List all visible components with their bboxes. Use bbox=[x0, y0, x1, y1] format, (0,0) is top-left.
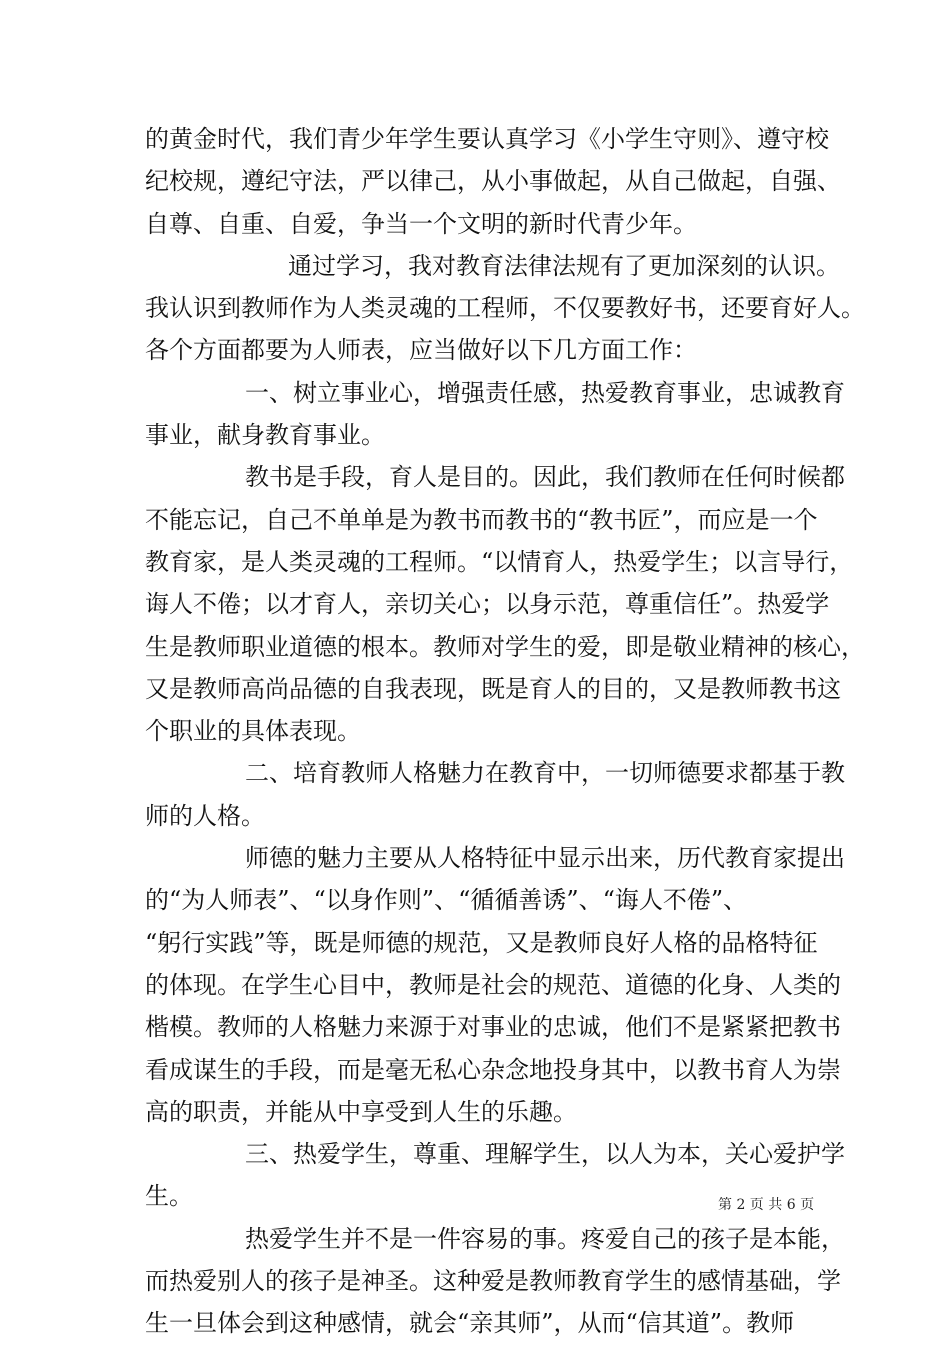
text-line: 看成谋生的手段，而是毫无私心杂念地投身其中，以教书育人为崇 bbox=[145, 1055, 841, 1084]
text-line: 通过学习，我对教育法律法规有了更加深刻的认识。 bbox=[288, 251, 840, 280]
text-line: 楷模。教师的人格魅力来源于对事业的忠诚，他们不是紧紧把教书 bbox=[145, 1013, 841, 1042]
text-line: 而热爱别人的孩子是神圣。这种爱是教师教育学生的感情基础，学 bbox=[145, 1267, 841, 1296]
text-line: 个职业的具体表现。 bbox=[145, 717, 361, 746]
text-line: 不能忘记，自己不单单是为教书而教书的“教书匠”，而应是一个 bbox=[145, 505, 818, 534]
text-line: 生是教师职业道德的根本。教师对学生的爱，即是敬业精神的核心， bbox=[145, 632, 865, 661]
text-line: 各个方面都要为人师表，应当做好以下几方面工作： bbox=[145, 336, 697, 365]
text-line: 一、树立事业心，增强责任感，热爱教育事业，忠诚教育 bbox=[245, 378, 845, 407]
text-line: 教书是手段，育人是目的。因此，我们教师在任何时候都 bbox=[245, 463, 845, 492]
text-line: 二、培育教师人格魅力在教育中，一切师德要求都基于教 bbox=[245, 759, 845, 788]
text-line: 的体现。在学生心目中，教师是社会的规范、道德的化身、人类的 bbox=[145, 970, 841, 999]
text-line: “躬行实践”等，既是师德的规范，又是教师良好人格的品格特征 bbox=[145, 928, 818, 957]
text-line: 纪校规，遵纪守法，严以律己，从小事做起，从自己做起，自强、 bbox=[145, 167, 841, 196]
text-line: 热爱学生并不是一件容易的事。疼爱自己的孩子是本能， bbox=[245, 1224, 845, 1253]
body-text bbox=[145, 118, 865, 1345]
text-line: 三、热爱学生，尊重、理解学生，以人为本，关心爱护学 bbox=[245, 1140, 845, 1169]
text-line: 自尊、自重、自爱，争当一个文明的新时代青少年。 bbox=[145, 209, 697, 238]
text-line: 事业，献身教育事业。 bbox=[145, 421, 385, 450]
page-number: 第 2 页 共 6 页 bbox=[718, 1197, 815, 1213]
text-line: 生一旦体会到这种感情，就会“亲其师”，从而“信其道”。教师 bbox=[145, 1309, 795, 1338]
text-line: 又是教师高尚品德的自我表现，既是育人的目的，又是教师教书这 bbox=[145, 674, 841, 703]
text-line: 的“为人师表”、“以身作则”、“循循善诱”、“诲人不倦”、 bbox=[145, 886, 748, 915]
text-line: 生。 bbox=[145, 1182, 193, 1211]
text-line: 我认识到教师作为人类灵魂的工程师，不仅要教好书，还要育好人。 bbox=[145, 294, 865, 323]
text-line: 师的人格。 bbox=[145, 801, 265, 830]
text-line: 教育家，是人类灵魂的工程师。“以情育人，热爱学生；以言导行， bbox=[145, 547, 854, 576]
text-line: 诲人不倦；以才育人，亲切关心；以身示范，尊重信任”。热爱学 bbox=[145, 590, 830, 619]
text-line: 高的职责，并能从中享受到人生的乐趣。 bbox=[145, 1097, 577, 1126]
text-line: 的黄金时代，我们青少年学生要认真学习《小学生守则》、遵守校 bbox=[145, 125, 829, 153]
text-line: 师德的魅力主要从人格特征中显示出来，历代教育家提出 bbox=[245, 844, 845, 873]
